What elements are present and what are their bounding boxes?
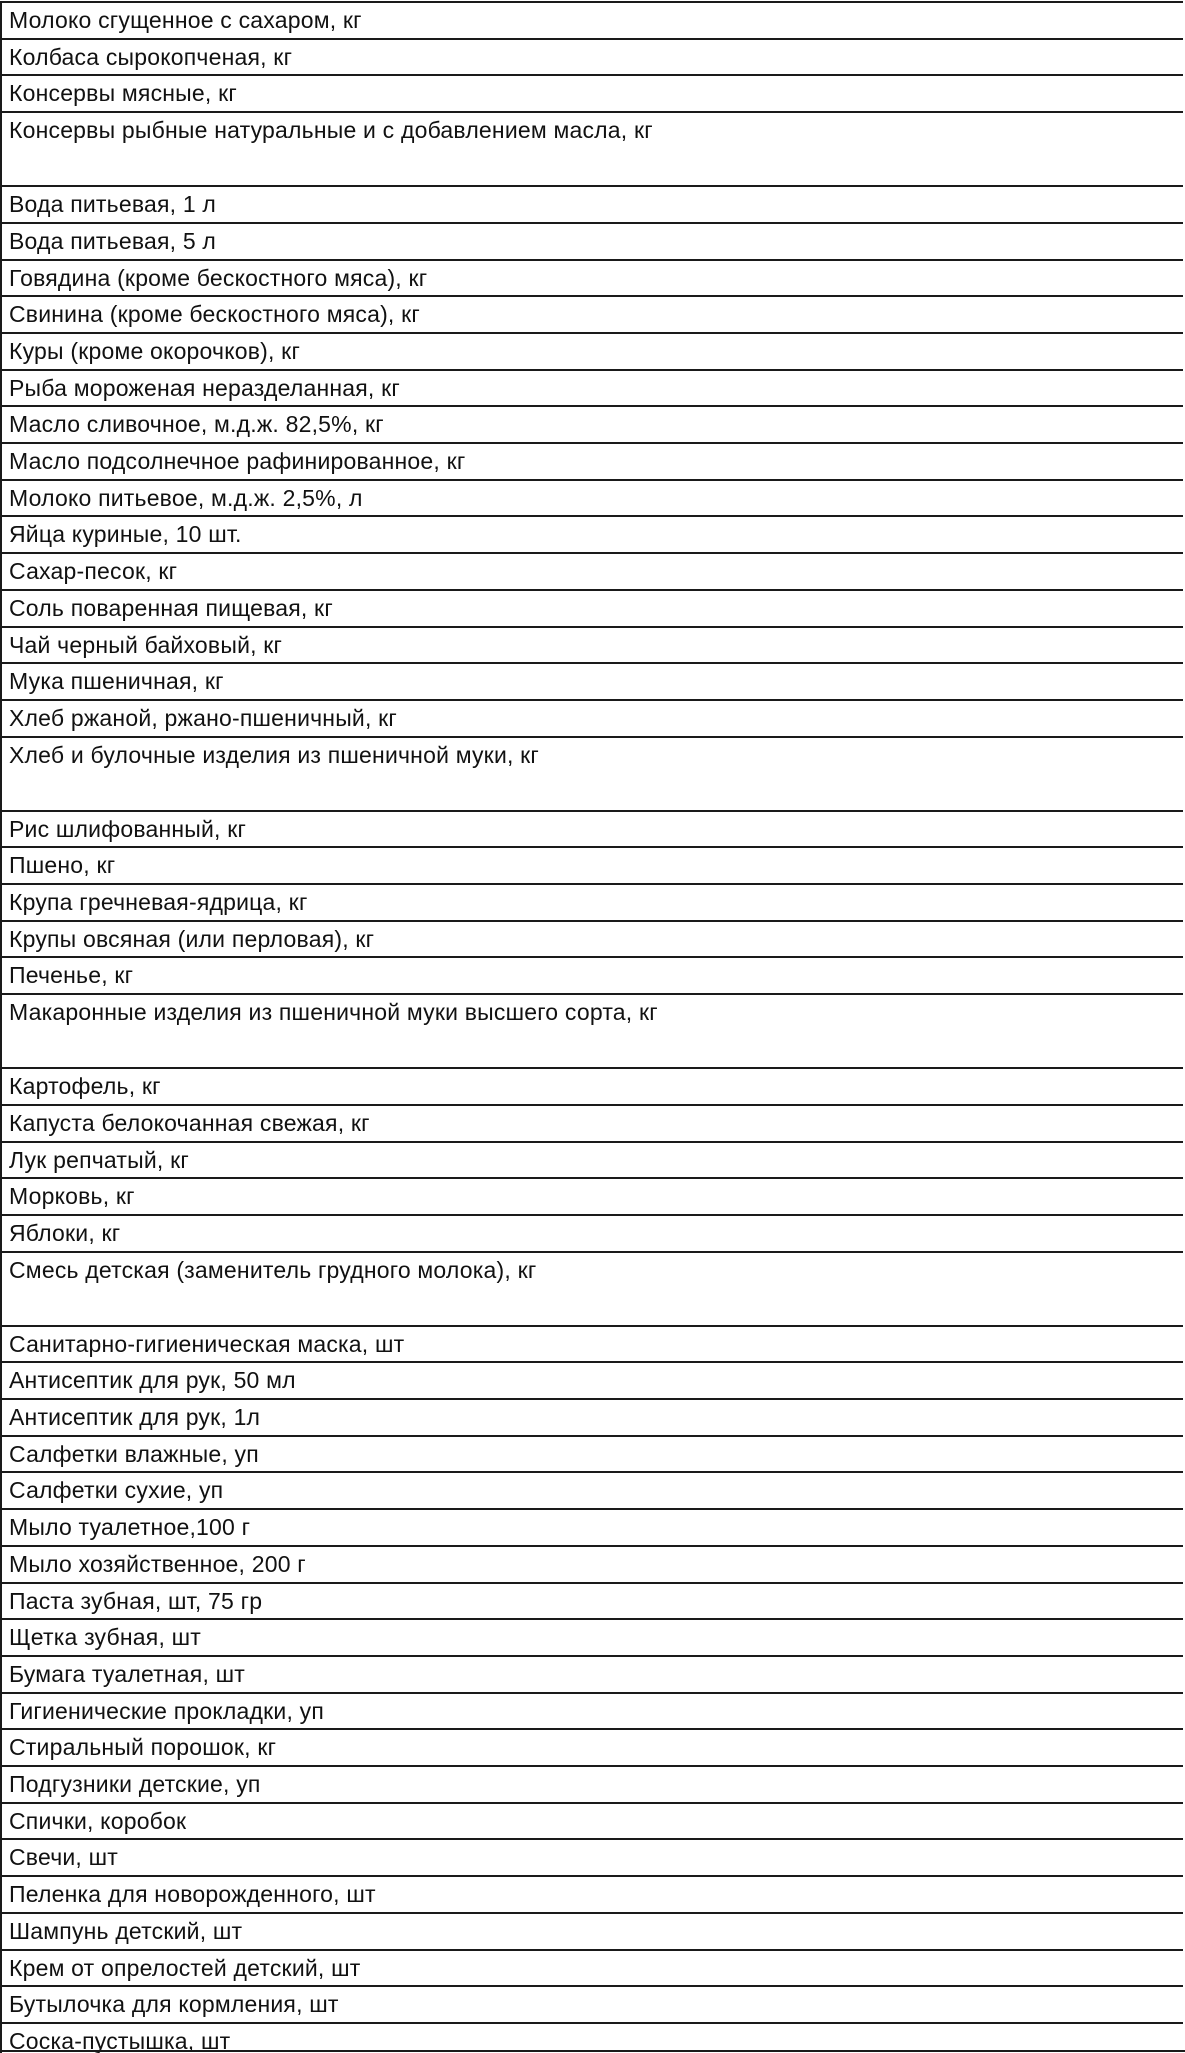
table-row: [0, 1104, 1183, 1141]
table-row: [0, 1985, 1183, 2022]
product-name-cell: Рис шлифованный, кг: [9, 816, 247, 842]
table-row: [0, 515, 1183, 552]
product-name-cell: Яйца куриные, 10 шт.: [9, 521, 242, 547]
product-name-cell: Молоко сгущенное с сахаром, кг: [9, 7, 362, 33]
product-name-cell: Санитарно-гигиеническая маска, шт: [9, 1331, 405, 1357]
table-row: [0, 38, 1183, 74]
table-bottom-border: [0, 2050, 1185, 2052]
table-row: [0, 626, 1183, 662]
product-name-cell: Свечи, шт: [9, 1844, 118, 1870]
product-name-cell: Мука пшеничная, кг: [9, 668, 224, 694]
table-row: [0, 1251, 1183, 1325]
product-name-cell: Крем от опрелостей детский, шт: [9, 1955, 361, 1981]
table-row: [0, 111, 1183, 185]
table-row: [0, 2022, 1183, 2053]
product-name-cell: Смесь детская (заменитель грудного молока), кг: [9, 1257, 537, 1283]
product-name-cell: Пшено, кг: [9, 852, 116, 878]
product-name-cell: Молоко питьевое, м.д.ж. 2,5%, л: [9, 485, 363, 511]
table-row: [0, 1692, 1183, 1728]
product-name-cell: Шампунь детский, шт: [9, 1918, 243, 1944]
table-row: [0, 846, 1183, 883]
table-row: [0, 1838, 1183, 1875]
table-row: [0, 699, 1183, 736]
product-name-cell: Бумага туалетная, шт: [9, 1661, 246, 1687]
table-row: [0, 920, 1183, 956]
product-name-cell: Гигиенические прокладки, уп: [9, 1698, 324, 1724]
table-row: [0, 1765, 1183, 1802]
product-name-cell: Спички, коробок: [9, 1808, 187, 1834]
table-row: [0, 479, 1183, 515]
table-row: [0, 1949, 1183, 1985]
table-row: [0, 993, 1183, 1067]
product-name-cell: Макаронные изделия из пшеничной муки высшего сорта, кг: [9, 999, 658, 1025]
product-name-cell: Масло подсолнечное рафинированное, кг: [9, 448, 466, 474]
product-name-cell: Соль поваренная пищевая, кг: [9, 595, 333, 621]
table-row: [0, 1325, 1183, 1361]
table-row: [0, 1177, 1183, 1214]
product-name-cell: Масло сливочное, м.д.ж. 82,5%, кг: [9, 411, 384, 437]
product-name-cell: Салфетки сухие, уп: [9, 1477, 224, 1503]
product-name-cell: Щетка зубная, шт: [9, 1624, 202, 1650]
product-name-cell: Говядина (кроме бескостного мяса), кг: [9, 265, 428, 291]
table-row: [0, 74, 1183, 111]
product-name-cell: Хлеб ржаной, ржано-пшеничный, кг: [9, 705, 398, 731]
product-name-cell: Капуста белокочанная свежая, кг: [9, 1110, 370, 1136]
table-row: [0, 332, 1183, 369]
table-row: [0, 1, 1183, 38]
product-name-cell: Яблоки, кг: [9, 1220, 121, 1246]
product-name-cell: Пеленка для новорожденного, шт: [9, 1881, 376, 1907]
product-name-cell: Свинина (кроме бескостного мяса), кг: [9, 301, 420, 327]
table-row: [0, 222, 1183, 259]
product-name-cell: Антисептик для рук, 1л: [9, 1404, 261, 1430]
table-row: [0, 1912, 1183, 1949]
product-name-cell: Крупа гречневая-ядрица, кг: [9, 889, 308, 915]
product-name-cell: Консервы мясные, кг: [9, 80, 237, 106]
table-row: [0, 736, 1183, 810]
table-row: [0, 883, 1183, 920]
table-row: [0, 1655, 1183, 1692]
table-row: [0, 1545, 1183, 1582]
product-name-cell: Консервы рыбные натуральные и с добавлением масла, кг: [9, 117, 653, 143]
table-row: [0, 1618, 1183, 1655]
table-row: [0, 442, 1183, 479]
table-row: [0, 810, 1183, 846]
product-name-cell: Крупы овсяная (или перловая), кг: [9, 926, 375, 952]
product-name-cell: Стиральный порошок, кг: [9, 1734, 277, 1760]
table-row: [0, 956, 1183, 993]
product-name-cell: Лук репчатый, кг: [9, 1147, 189, 1173]
table-row: [0, 589, 1183, 626]
product-name-cell: Сахар-песок, кг: [9, 558, 178, 584]
product-name-cell: Колбаса сырокопченая, кг: [9, 44, 293, 70]
table-row: [0, 1435, 1183, 1471]
table-row: [0, 552, 1183, 589]
table-row: [0, 662, 1183, 699]
table-row: [0, 295, 1183, 332]
product-name-cell: Куры (кроме окорочков), кг: [9, 338, 301, 364]
table-row: [0, 259, 1183, 295]
product-name-cell: Бутылочка для кормления, шт: [9, 1991, 339, 2017]
product-name-cell: Мыло хозяйственное, 200 г: [9, 1551, 306, 1577]
product-name-cell: Морковь, кг: [9, 1183, 135, 1209]
product-name-cell: Рыба мороженая неразделанная, кг: [9, 375, 400, 401]
table-row: [0, 1802, 1183, 1838]
product-name-cell: Соска-пустышка, шт: [9, 2028, 231, 2053]
product-name-cell: Хлеб и булочные изделия из пшеничной муки, кг: [9, 742, 540, 768]
table-row: [0, 1508, 1183, 1545]
table-row: [0, 1875, 1183, 1912]
table-row: [0, 185, 1183, 222]
product-name-cell: Чай черный байховый, кг: [9, 632, 283, 658]
table-row: [0, 1361, 1183, 1398]
product-name-cell: Салфетки влажные, уп: [9, 1441, 259, 1467]
table-row: [0, 1214, 1183, 1251]
product-name-cell: Вода питьевая, 1 л: [9, 191, 217, 217]
table-row: [0, 1728, 1183, 1765]
product-name-cell: Паста зубная, шт, 75 гр: [9, 1588, 263, 1614]
table-row: [0, 1582, 1183, 1618]
product-name-cell: Антисептик для рук, 50 мл: [9, 1367, 296, 1393]
product-name-cell: Мыло туалетное,100 г: [9, 1514, 251, 1540]
product-name-cell: Подгузники детские, уп: [9, 1771, 261, 1797]
table-row: [0, 1067, 1183, 1104]
product-name-cell: Картофель, кг: [9, 1073, 161, 1099]
table-row: [0, 1471, 1183, 1508]
table-row: [0, 1398, 1183, 1435]
table-row: [0, 369, 1183, 405]
product-name-cell: Печенье, кг: [9, 962, 134, 988]
table-row: [0, 1141, 1183, 1177]
product-name-cell: Вода питьевая, 5 л: [9, 228, 217, 254]
table-row: [0, 405, 1183, 442]
